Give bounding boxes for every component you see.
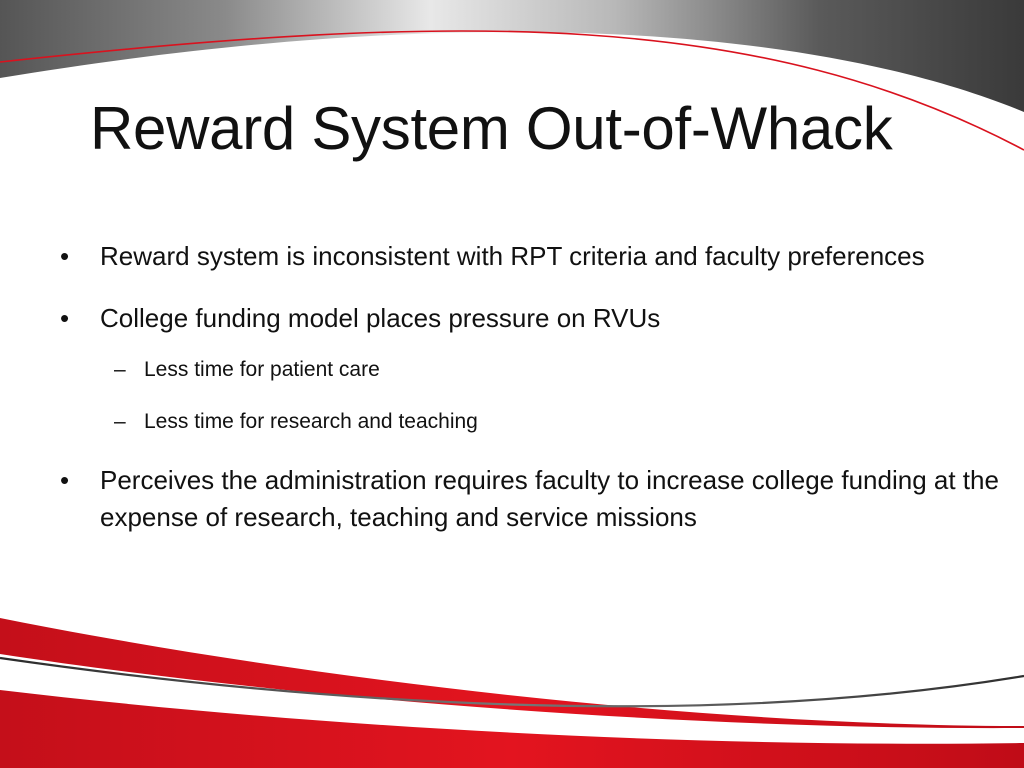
sub-bullet-marker: –: [114, 358, 126, 381]
sub-bullet-text: Less time for patient care: [144, 358, 380, 381]
bullet-marker: •: [60, 241, 70, 271]
sub-bullet-marker: –: [114, 410, 126, 433]
bullet-text: Reward system is inconsistent with RPT criteria and faculty preferences: [100, 241, 925, 271]
bottom-swoosh-decoration: [0, 618, 1024, 768]
bullet-list: [56, 238, 1014, 561]
sub-bullet-item: [100, 407, 1014, 437]
sub-bullet-item: [100, 355, 1014, 385]
bullet-item: [56, 300, 1014, 437]
bullet-text: College funding model places pressure on RVUs: [100, 303, 661, 333]
bullet-item: [56, 238, 1014, 275]
sub-bullet-text: Less time for research and teaching: [144, 410, 478, 433]
bullet-marker: •: [60, 465, 70, 495]
slide-title: Reward System Out-of-Whack: [90, 95, 893, 162]
bullet-text: Perceives the administration requires faculty to increase college funding at the expense of research, teaching and service missions: [100, 465, 999, 532]
sub-bullet-list: [100, 355, 1014, 437]
bullet-item: [56, 462, 1014, 536]
bullet-marker: •: [60, 303, 70, 333]
